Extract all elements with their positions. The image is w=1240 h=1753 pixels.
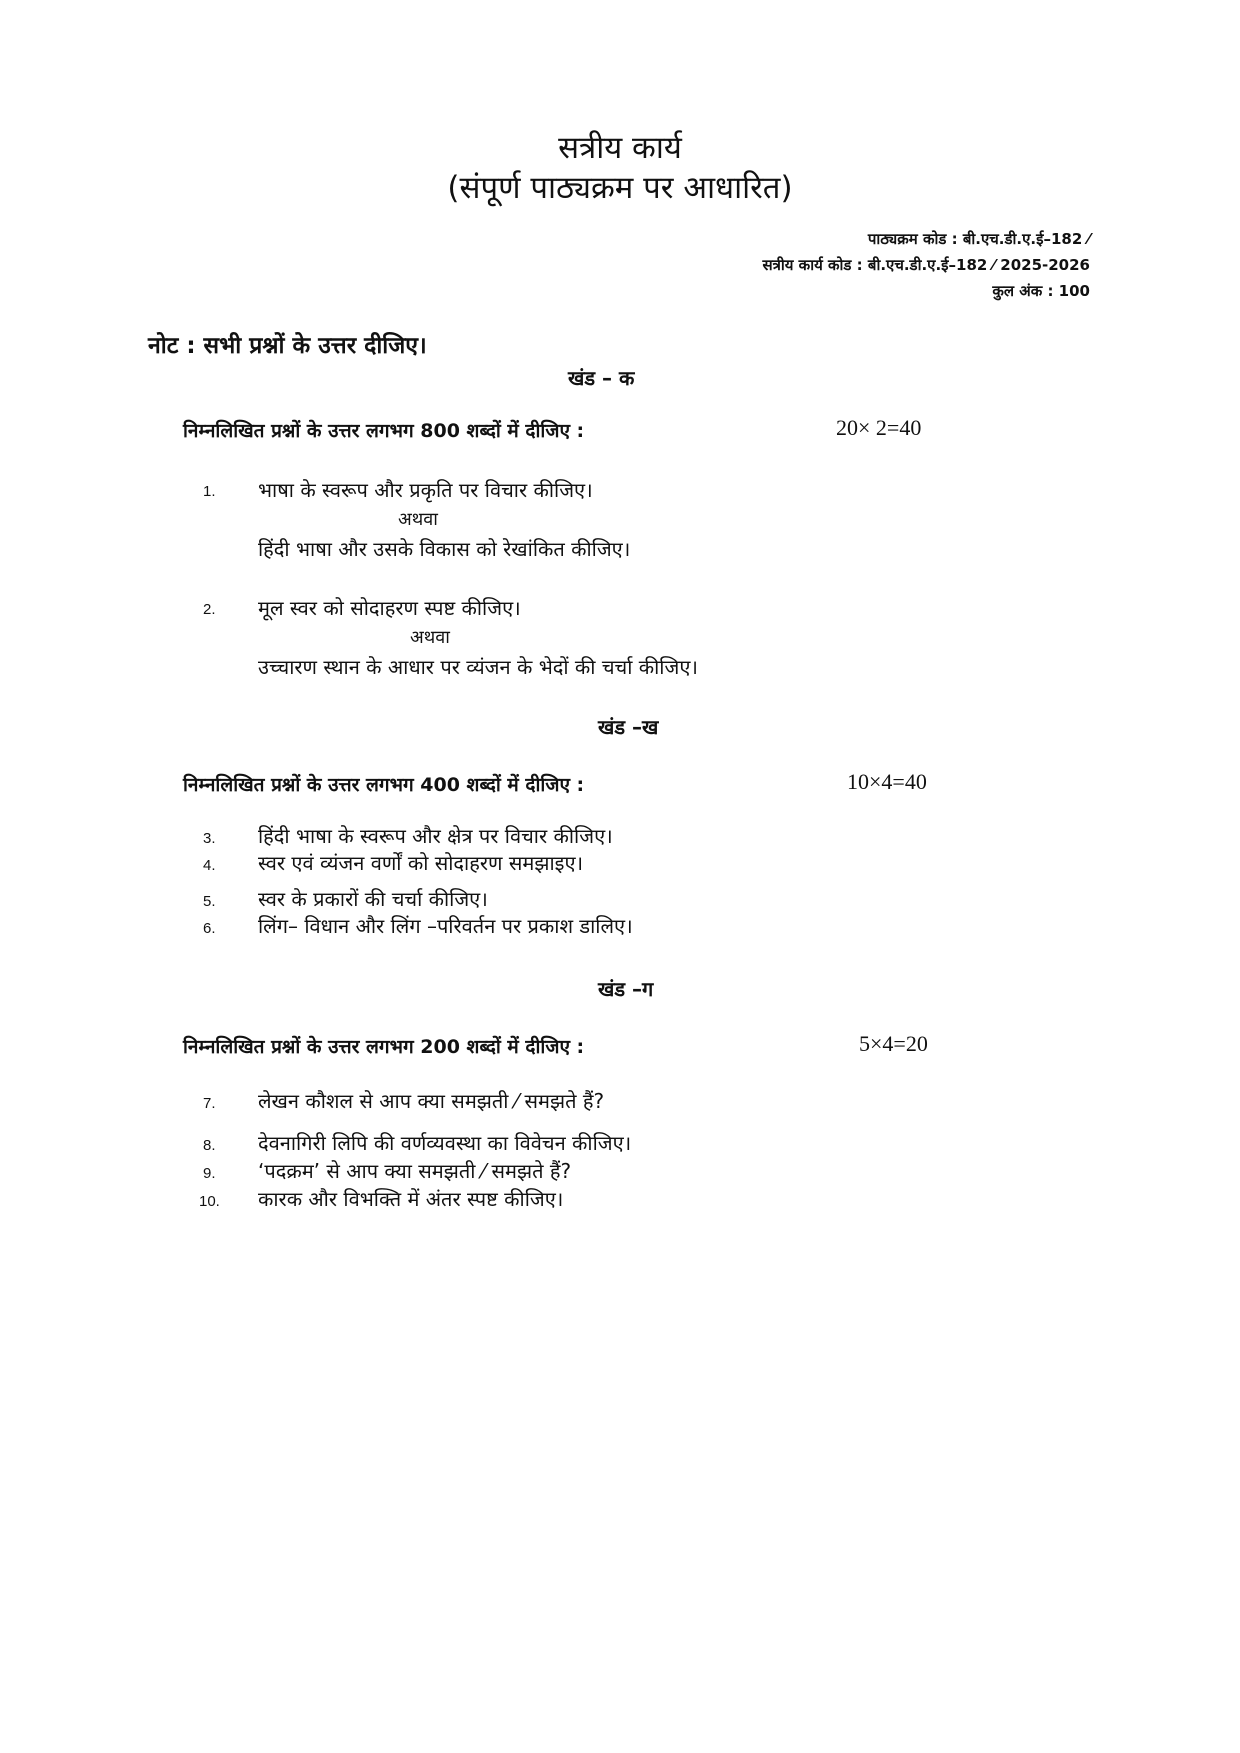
question-text: स्वर के प्रकारों की चर्चा कीजिए। (258, 887, 488, 911)
question-alt-text: हिंदी भाषा और उसके विकास को रेखांकित कीजिए। (258, 537, 631, 561)
question-number: 1. (203, 483, 216, 500)
course-code: पाठ्यक्रम कोड : बी.एच.डी.ए.ई–182 ⁄ (867, 230, 1090, 248)
section-heading-a: खंड – क (568, 366, 635, 390)
total-marks: कुल अंक : 100 (992, 282, 1090, 300)
section-c-marks: 5×4=20 (859, 1031, 928, 1056)
or-label: अथवा (398, 509, 438, 530)
question-text: देवनागिरी लिपि की वर्णव्यवस्था का विवेचन कीजिए। (258, 1131, 632, 1155)
section-heading-c: खंड –ग (598, 977, 654, 1001)
question-number: 3. (203, 830, 216, 847)
question-number: 8. (203, 1137, 216, 1154)
section-a-marks: 20× 2=40 (836, 415, 922, 440)
question-number: 9. (203, 1165, 216, 1182)
question-text: हिंदी भाषा के स्वरूप और क्षेत्र पर विचार कीजिए। (258, 824, 613, 848)
question-text: मूल स्वर को सोदाहरण स्पष्ट कीजिए। (258, 596, 521, 620)
section-b-marks: 10×4=40 (847, 769, 927, 794)
question-text: लेखन कौशल से आप क्या समझती ⁄ समझते हैं? (258, 1089, 605, 1113)
question-number: 4. (203, 857, 216, 874)
question-number: 6. (203, 920, 216, 937)
question-text: स्वर एवं व्यंजन वर्णों को सोदाहरण समझाइए। (258, 851, 584, 875)
question-text: लिंग– विधान और लिंग –परिवर्तन पर प्रकाश डालिए। (258, 914, 633, 938)
section-a-instruction: निम्नलिखित प्रश्नों के उत्तर लगभग 800 शब्दों में दीजिए : (183, 420, 585, 442)
section-b-instruction: निम्नलिखित प्रश्नों के उत्तर लगभग 400 शब्दों में दीजिए : (183, 774, 585, 796)
question-number: 2. (203, 601, 216, 618)
or-label: अथवा (410, 627, 450, 648)
question-text: भाषा के स्वरूप और प्रकृति पर विचार कीजिए। (258, 478, 593, 502)
question-alt-text: उच्चारण स्थान के आधार पर व्यंजन के भेदों की चर्चा कीजिए। (258, 655, 698, 679)
document-subtitle: (संपूर्ण पाठ्यक्रम पर आधारित) (447, 170, 793, 206)
document-title: सत्रीय कार्य (558, 130, 682, 166)
question-text: ‘पदक्रम’ से आप क्या समझती ⁄ समझते हैं? (258, 1159, 572, 1183)
section-heading-b: खंड –ख (598, 715, 659, 739)
note: नोट : सभी प्रश्नों के उत्तर दीजिए। (148, 333, 427, 359)
question-number: 5. (203, 893, 216, 910)
question-number: 10. (199, 1193, 220, 1210)
question-number: 7. (203, 1095, 216, 1112)
question-text: कारक और विभक्ति में अंतर स्पष्ट कीजिए। (258, 1187, 564, 1211)
section-c-instruction: निम्नलिखित प्रश्नों के उत्तर लगभग 200 शब्दों में दीजिए : (183, 1036, 585, 1058)
assignment-code: सत्रीय कार्य कोड : बी.एच.डी.ए.ई–182 ⁄ 2025-2026 (762, 256, 1090, 274)
